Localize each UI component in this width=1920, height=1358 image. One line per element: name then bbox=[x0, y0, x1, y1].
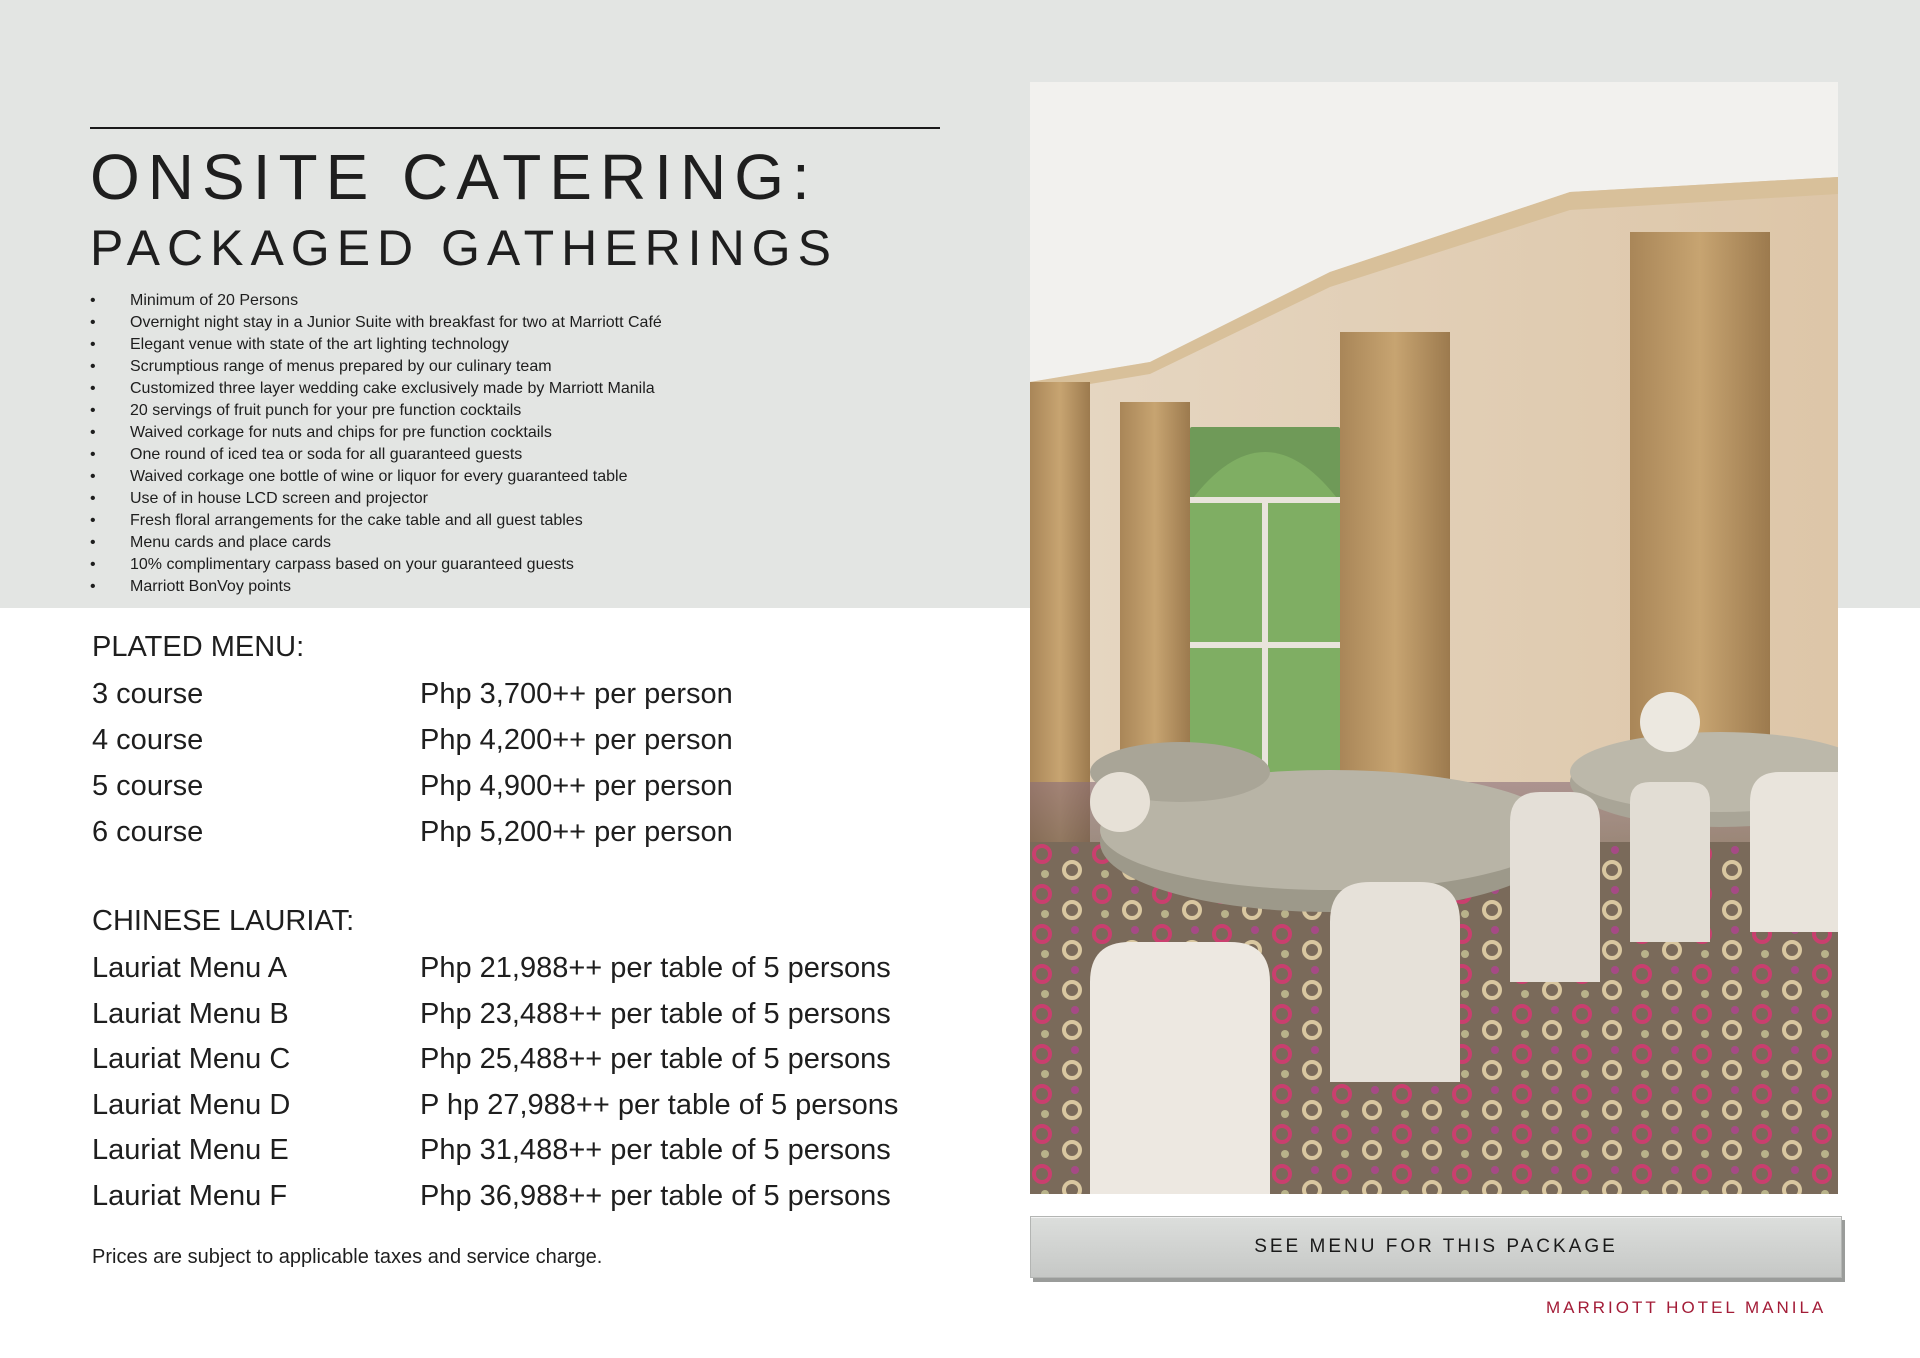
menu-price: Php 36,988++ per table of 5 persons bbox=[420, 1180, 891, 1212]
bullet-icon: • bbox=[90, 468, 96, 485]
bullet-icon: • bbox=[90, 512, 96, 529]
package-features-list bbox=[90, 290, 662, 598]
price-row bbox=[92, 1041, 972, 1077]
menu-option: Lauriat Menu D bbox=[92, 1089, 291, 1121]
menu-price: Php 23,488++ per table of 5 persons bbox=[420, 998, 891, 1030]
feature-text: Elegant venue with state of the art lighting technology bbox=[130, 336, 509, 353]
menu-option: 3 course bbox=[92, 678, 204, 710]
bullet-icon: • bbox=[90, 380, 96, 397]
brand-logo-text: MARRIOTT HOTEL MANILA bbox=[1546, 1298, 1827, 1317]
menu-price: Php 31,488++ per table of 5 persons bbox=[420, 1134, 891, 1166]
bullet-icon: • bbox=[90, 578, 96, 595]
price-row bbox=[92, 768, 972, 804]
menu-price: Php 3,700++ per person bbox=[420, 678, 733, 710]
price-row bbox=[92, 1178, 972, 1214]
bullet-icon: • bbox=[90, 556, 96, 573]
feature-text: Menu cards and place cards bbox=[130, 534, 331, 551]
bullet-icon: • bbox=[90, 534, 96, 551]
feature-text: Waived corkage for nuts and chips for pre function cocktails bbox=[130, 424, 552, 441]
feature-item bbox=[90, 488, 662, 510]
menu-price: Php 4,200++ per person bbox=[420, 724, 733, 756]
price-row bbox=[92, 1132, 972, 1168]
menu-price: Php 4,900++ per person bbox=[420, 770, 733, 802]
menu-option: 4 course bbox=[92, 724, 204, 756]
feature-item bbox=[90, 466, 662, 488]
feature-text: Marriott BonVoy points bbox=[130, 578, 291, 595]
feature-text: Fresh floral arrangements for the cake table and all guest tables bbox=[130, 512, 583, 529]
feature-item bbox=[90, 554, 662, 576]
price-row bbox=[92, 676, 972, 712]
page-title: ONSITE CATERING: bbox=[90, 141, 818, 213]
bullet-icon: • bbox=[90, 446, 96, 463]
menu-option: 6 course bbox=[92, 816, 204, 848]
menu-option: Lauriat Menu C bbox=[92, 1043, 291, 1075]
menu-price: Php 21,988++ per table of 5 persons bbox=[420, 952, 891, 984]
feature-text: 10% complimentary carpass based on your guaranteed guests bbox=[130, 556, 574, 573]
price-row bbox=[92, 814, 972, 850]
feature-text: Use of in house LCD screen and projector bbox=[130, 490, 428, 507]
menu-price: P hp 27,988++ per table of 5 persons bbox=[420, 1089, 899, 1121]
bullet-icon: • bbox=[90, 424, 96, 441]
menu-option: Lauriat Menu B bbox=[92, 998, 289, 1030]
plated-menu-title: PLATED MENU: bbox=[92, 631, 305, 663]
bullet-icon: • bbox=[90, 292, 96, 309]
feature-text: Customized three layer wedding cake exclusively made by Marriott Manila bbox=[130, 380, 655, 397]
bullet-icon: • bbox=[90, 402, 96, 419]
feature-item bbox=[90, 532, 662, 554]
price-row bbox=[92, 722, 972, 758]
page-subtitle: PACKAGED GATHERINGS bbox=[90, 220, 838, 276]
feature-text: One round of iced tea or soda for all guaranteed guests bbox=[130, 446, 523, 463]
feature-item bbox=[90, 510, 662, 532]
feature-item bbox=[90, 356, 662, 378]
price-row bbox=[92, 996, 972, 1032]
title-rule bbox=[90, 127, 940, 129]
see-menu-button[interactable]: SEE MENU FOR THIS PACKAGE bbox=[1030, 1216, 1842, 1278]
menu-option: 5 course bbox=[92, 770, 204, 802]
menu-price: Php 5,200++ per person bbox=[420, 816, 733, 848]
price-row bbox=[92, 950, 972, 986]
lauriat-menu-title: CHINESE LAURIAT: bbox=[92, 905, 355, 937]
feature-item bbox=[90, 334, 662, 356]
feature-item bbox=[90, 444, 662, 466]
feature-text: Overnight night stay in a Junior Suite with breakfast for two at Marriott Café bbox=[130, 314, 662, 331]
bullet-icon: • bbox=[90, 314, 96, 331]
feature-text: Waived corkage one bottle of wine or liquor for every guaranteed table bbox=[130, 468, 628, 485]
bullet-icon: • bbox=[90, 358, 96, 375]
price-row bbox=[92, 1087, 972, 1123]
feature-item bbox=[90, 312, 662, 334]
feature-item bbox=[90, 576, 662, 598]
feature-text: 20 servings of fruit punch for your pre function cocktails bbox=[130, 402, 522, 419]
feature-item bbox=[90, 290, 662, 312]
feature-text: Scrumptious range of menus prepared by our culinary team bbox=[130, 358, 552, 375]
feature-text: Minimum of 20 Persons bbox=[130, 292, 299, 309]
menu-option: Lauriat Menu E bbox=[92, 1134, 289, 1166]
bullet-icon: • bbox=[90, 336, 96, 353]
feature-item bbox=[90, 400, 662, 422]
feature-item bbox=[90, 422, 662, 444]
feature-item bbox=[90, 378, 662, 400]
menu-option: Lauriat Menu F bbox=[92, 1180, 288, 1212]
ballroom-photo bbox=[1030, 82, 1838, 1194]
pricing-note: Prices are subject to applicable taxes and service charge. bbox=[92, 1246, 603, 1268]
bullet-icon: • bbox=[90, 490, 96, 507]
menu-price: Php 25,488++ per table of 5 persons bbox=[420, 1043, 891, 1075]
menu-option: Lauriat Menu A bbox=[92, 952, 288, 984]
